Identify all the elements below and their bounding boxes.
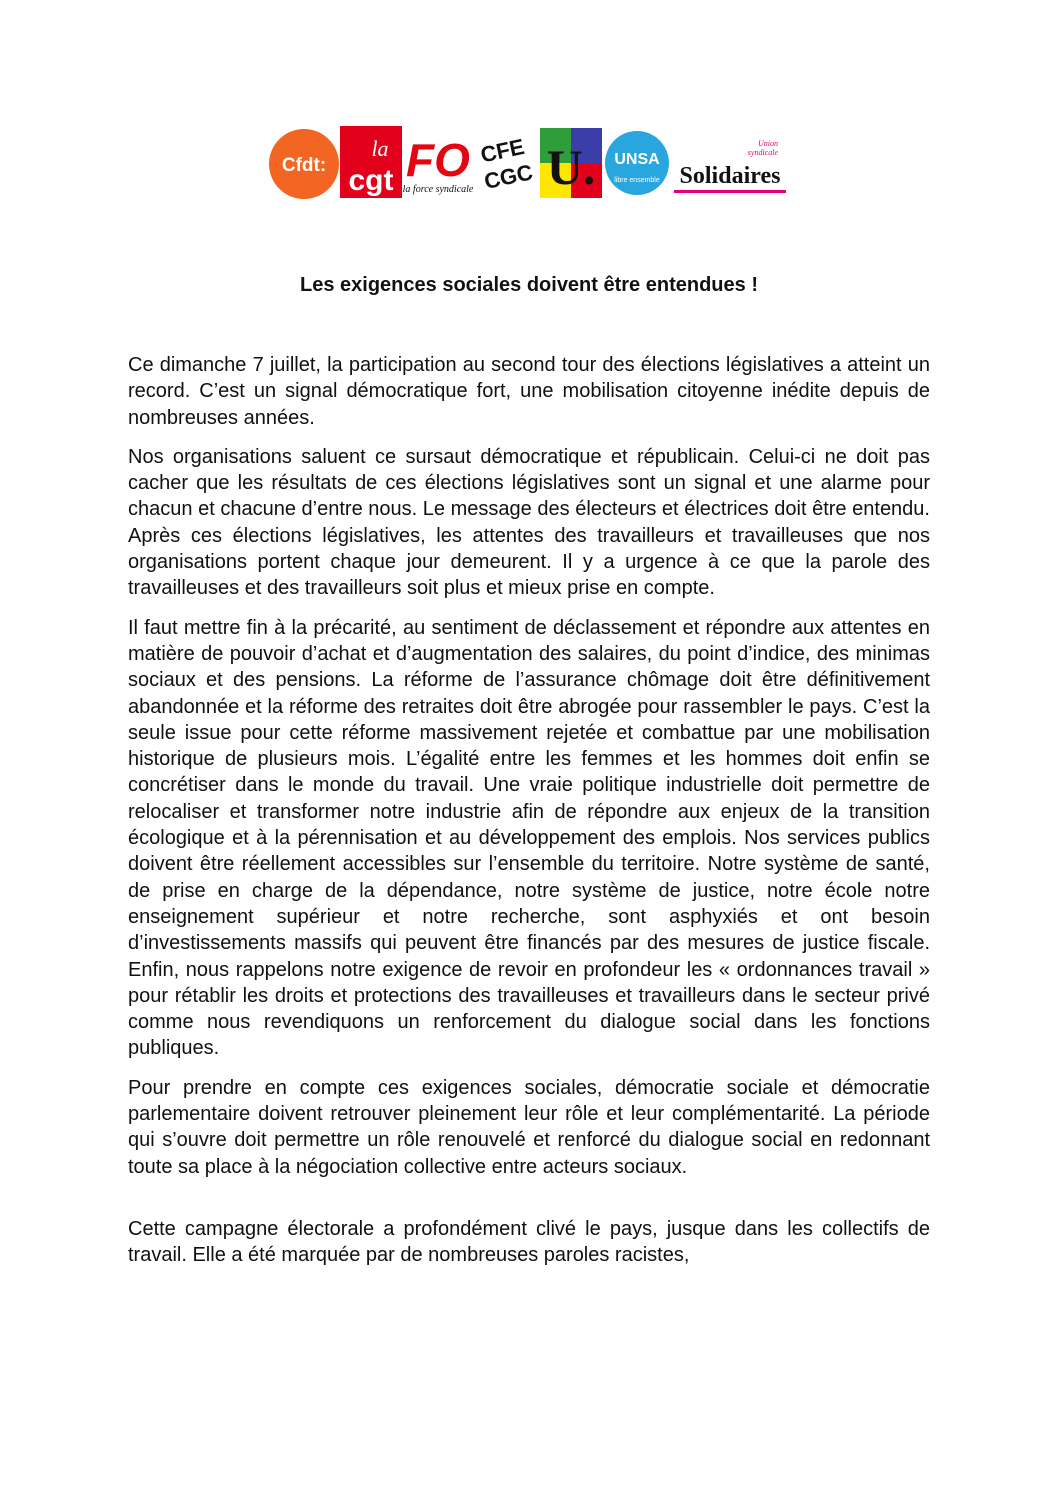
unsa-circle-logo bbox=[604, 130, 670, 196]
document-title: Les exigences sociales doivent être entendues ! bbox=[300, 274, 758, 296]
paragraph-1: Ce dimanche 7 juillet, la participation au second tour des élections législatives a atteint un record. C’est un signal démocratique fort, une mobilisation citoyenne inédite depuis de nombreuses années. bbox=[128, 354, 930, 429]
solidaires-logo-small-2: syndicale bbox=[747, 148, 778, 157]
cgt-logo-text: cgt bbox=[348, 164, 394, 197]
paragraph-4: Pour prendre en compte ces exigences sociales, démocratie sociale et démocratie parlementaire doivent retrouver pleinement leur rôle et leur complémentarité. La période qui s’ouvre doit permettre un rôle renouvelé et renforcé du dialogue social en redonnant toute sa place à la négociation collective entre acteurs sociaux. bbox=[128, 1076, 930, 1178]
paragraph-5: Cette campagne électorale a profondément clivé le pays, jusque dans les collectifs de travail. Elle a été marquée par de nombreuses paroles racistes, bbox=[128, 1217, 930, 1267]
unsa-logo-text: U. bbox=[546, 139, 596, 195]
cfdt-logo-text: Cfdt: bbox=[281, 155, 327, 176]
fo-logo bbox=[402, 126, 474, 198]
unsa-circle-logo-tagline: libre ensemble bbox=[614, 177, 660, 184]
cgc-logo-text: CGC bbox=[481, 159, 535, 194]
paragraph-2: Nos organisations saluent ce sursaut démocratique et républicain. Celui-ci ne doit pas cacher que les résultats de ces élections législatives sont un signal et une alarme pour chacun et chacune d’entre nous. Le message des électeurs et électrices doit être entendu. Après ces élections législatives, les attentes des travailleurs et travailleuses que nos organisations portent chaque jour demeurent. Il y a urgence à ce que la parole des travailleuses et des travailleurs soit plus et mieux prise en compte. bbox=[128, 445, 930, 600]
paragraph-3: Il faut mettre fin à la précarité, au sentiment de déclassement et répondre aux attentes en matière de pouvoir d’achat et d’augmentation des salaires, du point d’indice, des minimas sociaux et des pensions. La réforme de l’assurance chômage doit être définitivement abandonnée et la réforme des retraites doit être abrogée pour rassembler le pays. C’est la seule issue pour cette réforme massivement rejetée et combattue par une mobilisation historique de plusieurs mois. L’égalité entre les femmes et les hommes doit enfin se concrétiser dans le monde du travail. Une vraie politique industrielle doit permettre de relocaliser et transformer notre industrie afin de répondre aux enjeux de la transition écologique et à la pérennisation et au développement des emplois. Nos services publics doivent être réellement accessibles sur l’ensemble du territoire. Notre système de santé, de prise en charge de la dépendance, notre système de justice, notre école notre enseignement supérieur et notre recherche, sont asphyxiés et ont besoin d’investissements massifs qui peuvent être financés par des mesures de justice fiscale. Enfin, nous rappelons notre exigence de revoir en profondeur les « ordonnances travail » pour rétablir les droits et protections des travailleuses et travailleurs dans le secteur privé comme nous revendiquons un renforcement du dialogue social dans les fonctions publiques. bbox=[128, 616, 930, 1060]
cfe-cgc-logo bbox=[474, 128, 540, 198]
fo-logo-text: FO bbox=[406, 134, 470, 186]
cgt-logo-small-text: la bbox=[371, 136, 389, 161]
cfe-logo-text: CFE bbox=[478, 133, 527, 168]
solidaires-logo-small-1: Union bbox=[758, 139, 778, 148]
unsa-circle-logo-text: UNSA bbox=[614, 151, 660, 168]
solidaires-logo-text: Solidaires bbox=[679, 163, 781, 189]
union-logos bbox=[268, 126, 790, 200]
solidaires-logo bbox=[670, 128, 790, 198]
document-body bbox=[128, 352, 930, 1282]
cfdt-logo bbox=[268, 128, 340, 200]
fo-logo-tagline: la force syndicale bbox=[402, 184, 474, 195]
unsa-logo bbox=[540, 128, 602, 198]
cgt-logo bbox=[340, 126, 402, 198]
